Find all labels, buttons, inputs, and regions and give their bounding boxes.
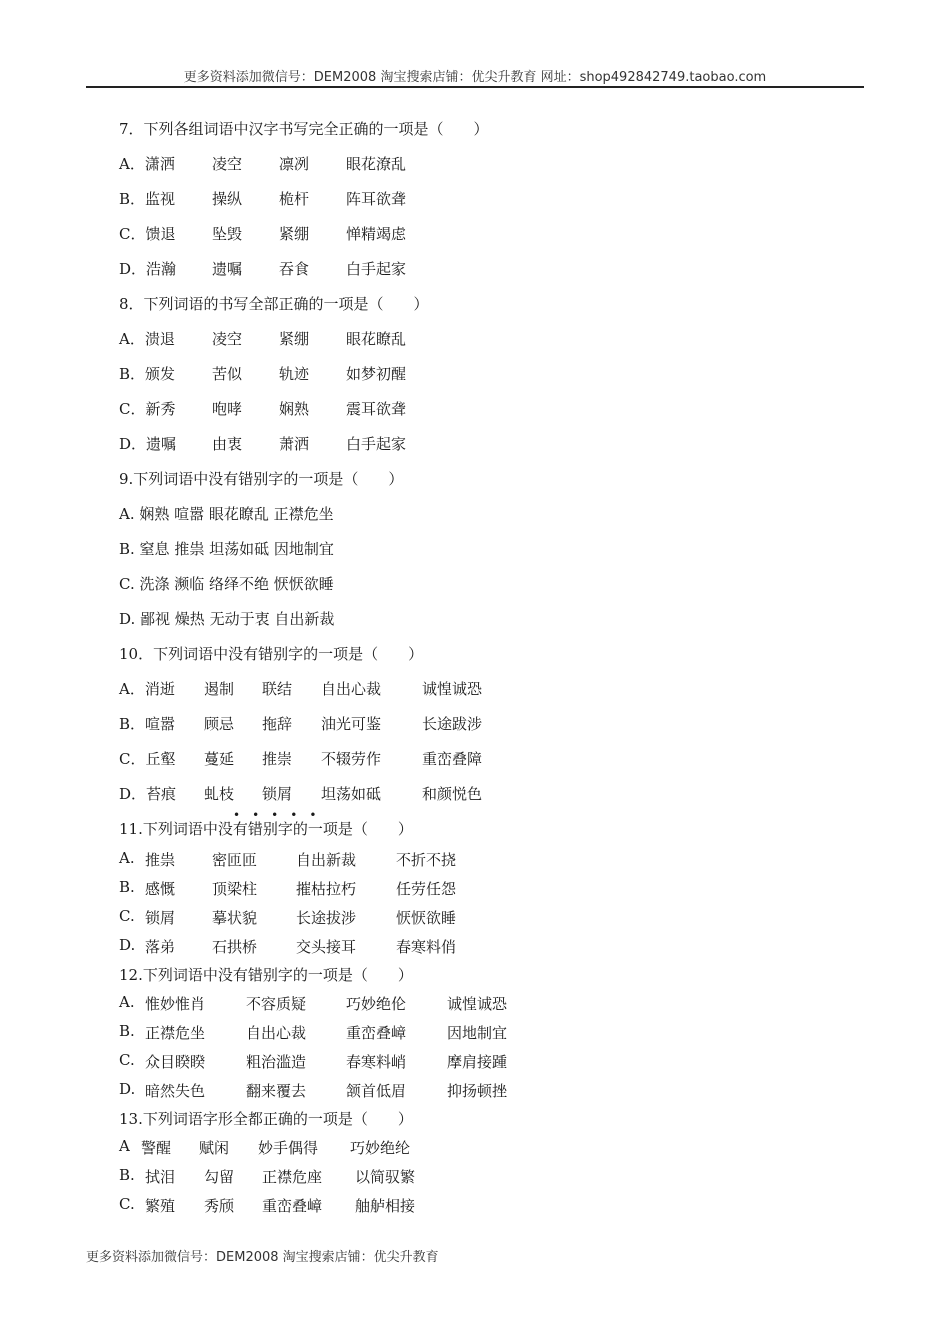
option-cell: 摧枯拉朽 (296, 880, 357, 898)
option-cell: 顾忌 (204, 715, 235, 733)
option-cell: 秀颀 (204, 1197, 235, 1215)
option-cell: B. (119, 1166, 135, 1184)
option-cell: 诚惶诚恐 (422, 680, 483, 698)
option-cell: 赋闲 (199, 1139, 230, 1157)
question-11-stem: 11.下列词语中没有错别字的一项是（ ） (119, 820, 413, 838)
option-cell: 油光可鉴 (321, 715, 382, 733)
option-cell: 抑扬顿挫 (447, 1082, 508, 1100)
option-cell: 繁殖 (145, 1197, 176, 1215)
option-cell: 白手起家 (346, 260, 407, 278)
option-cell: 感慨 (145, 880, 176, 898)
option-cell: 和颜悦色 (422, 785, 483, 803)
option-cell: 吞食 (279, 260, 310, 278)
option-cell: 妙手偶得 (258, 1139, 319, 1157)
option-cell: 震耳欲聋 (346, 400, 407, 418)
option-cell: 春寒料峭 (346, 1053, 407, 1071)
option-cell: 石拱桥 (212, 938, 258, 956)
option-cell: 联结 (262, 680, 293, 698)
question-9-stem: 9.下列词语中没有错别字的一项是（ ） (119, 470, 404, 488)
option-cell: D．遗嘱 (119, 435, 177, 453)
emphasis-dots: ••••• (233, 808, 329, 822)
option-cell: C．新秀 (119, 400, 176, 418)
option-cell: 恹恹欲睡 (396, 909, 457, 927)
option-cell: 凌空 (212, 330, 243, 348)
option-cell: 巧妙绝纶 (350, 1139, 411, 1157)
option-cell: 锁屑 (145, 909, 176, 927)
option-cell: C. (119, 907, 135, 925)
option-cell: 遏制 (204, 680, 235, 698)
option-cell: 巧妙绝伦 (346, 995, 407, 1013)
option-cell: 众目睽睽 (145, 1053, 206, 1071)
option-cell: D. (119, 1080, 136, 1098)
question-10-stem: 10．下列词语中没有错别字的一项是（ ） (119, 645, 424, 663)
option-cell: 自出心裁 (321, 680, 382, 698)
option-cell: 交头接耳 (296, 938, 357, 956)
header-divider (86, 86, 864, 88)
option-cell: A．消逝 (119, 680, 175, 698)
option-cell: 眼花瞭乱 (346, 330, 407, 348)
option-cell: 正襟危座 (262, 1168, 323, 1186)
option-cell: D．苔痕 (119, 785, 177, 803)
option-cell: 舳舻相接 (355, 1197, 416, 1215)
question-13-stem: 13.下列词语字形全都正确的一项是（ ） (119, 1110, 413, 1128)
option-cell: 眼花潦乱 (346, 155, 407, 173)
option-cell: D．浩瀚 (119, 260, 177, 278)
option-cell: 重峦叠嶂 (346, 1024, 407, 1042)
option-cell: C. (119, 1195, 135, 1213)
option-cell: 拖辞 (262, 715, 293, 733)
option-cell: 咆哮 (212, 400, 243, 418)
option-cell: 凛冽 (279, 155, 310, 173)
option-cell: 紧绷 (279, 225, 310, 243)
option-cell: A. (119, 993, 135, 1011)
option-cell: 由衷 (212, 435, 243, 453)
option-cell: A．潇洒 (119, 155, 175, 173)
option-cell: 操纵 (212, 190, 243, 208)
option-cell: A. (119, 849, 135, 867)
option-cell: 白手起家 (346, 435, 407, 453)
option-cell: 惮精竭虑 (346, 225, 407, 243)
page-footer: 更多资料添加微信号：DEM2008 淘宝搜索店铺：优尖升教育 (86, 1250, 439, 1265)
question-9-option-d: D. 鄙视 燥热 无动于衷 自出新裁 (119, 610, 335, 628)
option-cell: B. (119, 878, 135, 896)
option-cell: 娴熟 (279, 400, 310, 418)
option-cell: 暗然失色 (145, 1082, 206, 1100)
option-cell: B．喧嚣 (119, 715, 176, 733)
option-cell: 坠毁 (212, 225, 243, 243)
option-cell: 锁屑 (262, 785, 293, 803)
option-cell: 惟妙惟肖 (145, 995, 206, 1013)
option-cell: 推崇 (262, 750, 293, 768)
option-cell: A (119, 1137, 130, 1155)
option-cell: B. (119, 1022, 135, 1040)
option-cell: 桅杆 (279, 190, 310, 208)
option-cell: 阵耳欲聋 (346, 190, 407, 208)
option-cell: 自出心裁 (246, 1024, 307, 1042)
option-cell: 推祟 (145, 851, 176, 869)
option-cell: 因地制宜 (447, 1024, 508, 1042)
option-cell: 摹状貌 (212, 909, 258, 927)
question-7-stem: 7．下列各组词语中汉字书写完全正确的一项是（ ） (119, 120, 489, 138)
option-cell: 长途拔涉 (296, 909, 357, 927)
option-cell: 不容质疑 (246, 995, 307, 1013)
option-cell: D. (119, 936, 136, 954)
option-cell: B．监视 (119, 190, 176, 208)
option-cell: 密匝匝 (212, 851, 258, 869)
option-cell: 重峦叠嶂 (262, 1197, 323, 1215)
question-9-option-c: C. 洗涤 濒临 络绎不绝 恹恹欲睡 (119, 575, 334, 593)
option-cell: 顶梁柱 (212, 880, 258, 898)
option-cell: 蔓延 (204, 750, 235, 768)
option-cell: 正襟危坐 (145, 1024, 206, 1042)
option-cell: 不辍劳作 (321, 750, 382, 768)
option-cell: C. (119, 1051, 135, 1069)
option-cell: 虬枝 (204, 785, 235, 803)
option-cell: B．颁发 (119, 365, 176, 383)
option-cell: 凌空 (212, 155, 243, 173)
option-cell: 警醒 (141, 1139, 172, 1157)
option-cell: 春寒料俏 (396, 938, 457, 956)
option-cell: 勾留 (204, 1168, 235, 1186)
question-9-option-a: A. 娴熟 喧嚣 眼花瞭乱 正襟危坐 (119, 505, 334, 523)
question-9-option-b: B. 窒息 推祟 坦荡如砥 因地制宜 (119, 540, 334, 558)
option-cell: 颔首低眉 (346, 1082, 407, 1100)
option-cell: 长途跋涉 (422, 715, 483, 733)
option-cell: 遗嘱 (212, 260, 243, 278)
option-cell: 诚惶诚恐 (447, 995, 508, 1013)
option-cell: 如梦初醒 (346, 365, 407, 383)
option-cell: 落弟 (145, 938, 176, 956)
option-cell: 以简驭繁 (355, 1168, 416, 1186)
option-cell: 不折不挠 (396, 851, 457, 869)
option-cell: 摩肩接踵 (447, 1053, 508, 1071)
option-cell: 萧洒 (279, 435, 310, 453)
option-cell: 坦荡如砥 (321, 785, 382, 803)
option-cell: 轨迹 (279, 365, 310, 383)
option-cell: 自出新裁 (296, 851, 357, 869)
option-cell: C．馈退 (119, 225, 176, 243)
option-cell: 苦似 (212, 365, 243, 383)
option-cell: 任劳任怨 (396, 880, 457, 898)
page-header: 更多资料添加微信号：DEM2008 淘宝搜索店铺：优尖升教育 网址：shop492842749.taobao.com (183, 70, 767, 85)
option-cell: A．溃退 (119, 330, 175, 348)
option-cell: 翻来覆去 (246, 1082, 307, 1100)
option-cell: 重峦叠障 (422, 750, 483, 768)
option-cell: 粗治滥造 (246, 1053, 307, 1071)
option-cell: 紧绷 (279, 330, 310, 348)
option-cell: 拭泪 (145, 1168, 176, 1186)
question-8-stem: 8．下列词语的书写全部正确的一项是（ ） (119, 295, 429, 313)
option-cell: C．丘壑 (119, 750, 176, 768)
question-12-stem: 12.下列词语中没有错别字的一项是（ ） (119, 966, 413, 984)
